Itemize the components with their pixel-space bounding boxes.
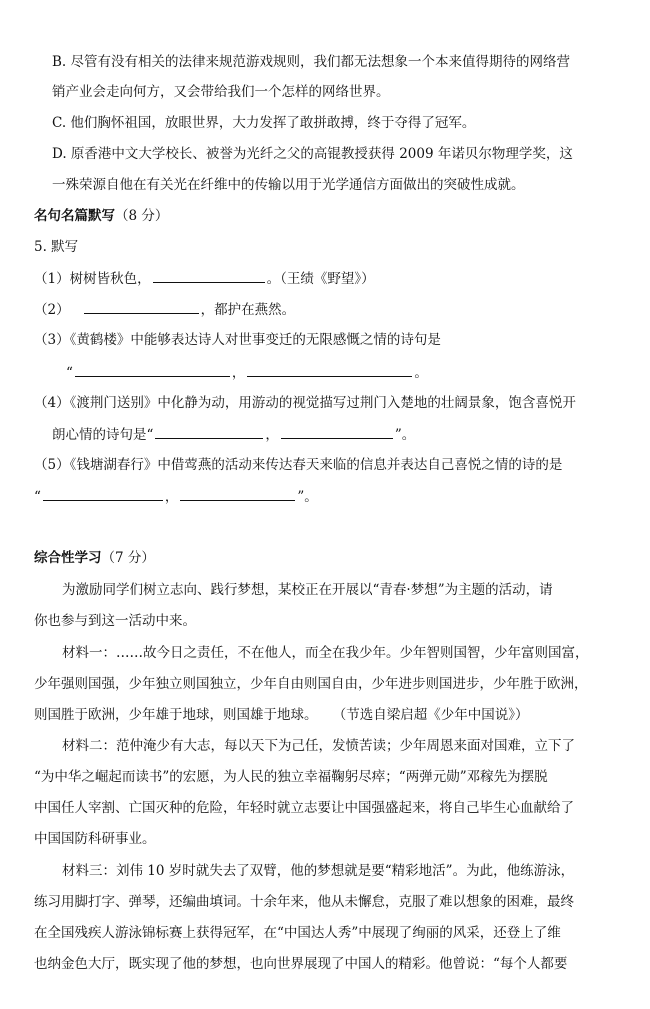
q5-answer-blank-1[interactable] xyxy=(43,486,163,501)
dictation-heading-score: （8 分） xyxy=(115,208,169,224)
q3-answer-blank-2[interactable] xyxy=(247,362,412,377)
q3-answer-blank-1[interactable] xyxy=(75,362,230,377)
question-5-2 xyxy=(34,299,295,320)
q3-separator: ， xyxy=(231,365,246,381)
q5-answer-blank-2[interactable] xyxy=(180,486,295,501)
q5-end: ”。 xyxy=(297,489,318,505)
material-2-line-3: 中国任人宰割、亡国灭种的危险，年轻时就立志要让中国强盛起来，将自己毕生心血献给了 xyxy=(34,800,574,816)
study-heading-title: 综合性学习 xyxy=(34,550,102,566)
q4-prefix: 朗心情的诗句是“ xyxy=(52,427,154,443)
material-1-line-2: 少年强则国强，少年独立则国独立，少年自由则国自由，少年进步则国进步，少年胜于欧洲， xyxy=(34,676,588,692)
option-b-line-2: 销产业会走向何方，又会带给我们一个怎样的网络世界。 xyxy=(52,84,390,100)
option-d-line-2: 一殊荣源自他在有关光在纤维中的传输以用于光学通信方面做出的突破性成就。 xyxy=(52,177,525,193)
question-5-5-answer xyxy=(34,486,318,507)
material-1-line-1: 材料一：……故今日之责任，不在他人，而全在我少年。少年智则国智，少年富则国富， xyxy=(62,645,589,661)
q1-prefix: （1）树树皆秋色， xyxy=(34,271,151,287)
option-b-line-1: B. 尽管有没有相关的法律来规范游戏规则，我们都无法想象一个本来值得期待的网络营 xyxy=(52,54,571,70)
study-intro-line-2: 你也参与到这一活动中来。 xyxy=(34,613,196,629)
q5-open-quote: “ xyxy=(34,489,41,505)
question-5-3: （3）《黄鹤楼》中能够表达诗人对世事变迁的无限感慨之情的诗句是 xyxy=(34,332,441,348)
material-1-source: （节选自梁启超《少年中国说》） xyxy=(339,707,529,723)
q4-answer-blank-2[interactable] xyxy=(281,424,393,439)
question-5-1 xyxy=(34,268,375,289)
material-3-line-2: 练习用脚打字、弹琴，还编曲填词。十余年来，他从未懈怠，克服了难以想象的困难，最终 xyxy=(34,894,574,910)
material-2-line-4: 中国国防科研事业。 xyxy=(34,831,156,847)
study-intro-line-1: 为激励同学们树立志向、践行梦想，某校正在开展以“青春·梦想”为主题的活动，请 xyxy=(62,582,553,598)
material-1-text-end: 则国胜于欧洲，少年雄于地球，则国雄于地球。 xyxy=(34,707,318,723)
material-2-line-2: “为中华之崛起而读书”的宏愿，为人民的独立幸福鞠躬尽瘁；“两弹元勋”邓稼先为摆脱 xyxy=(34,769,548,785)
material-3-line-1: 材料三：刘伟 10 岁时就失去了双臂，他的梦想就是要“精彩地活”。为此，他练游泳， xyxy=(62,863,575,879)
question-5-4-line-1: （4）《渡荆门送别》中化静为动，用游动的视觉描写过荆门入楚地的壮阔景象，饱含喜悦开 xyxy=(34,395,576,411)
q2-answer-blank[interactable] xyxy=(84,299,199,314)
q1-suffix: 。（王绩《野望》） xyxy=(266,271,375,287)
q2-suffix: ，都护在燕然。 xyxy=(200,302,296,318)
question-5-4-answer xyxy=(52,424,415,445)
option-c: C. 他们胸怀祖国，放眼世界，大力发挥了敢拼敢搏，终于夺得了冠军。 xyxy=(52,115,476,131)
question-5-5-line-1: （5）《钱塘湖春行》中借莺燕的活动来传达春天来临的信息并表达自己喜悦之情的诗的是 xyxy=(34,457,563,473)
material-3-line-3: 在全国残疾人游泳锦标赛上获得冠军，在“中国达人秀”中展现了绚丽的风采，还登上了维 xyxy=(34,925,561,941)
study-heading-score: （7 分） xyxy=(101,550,155,566)
q4-answer-blank-1[interactable] xyxy=(155,424,263,439)
question-5-3-answer xyxy=(66,362,428,383)
material-2-line-1: 材料二：范仲淹少有大志，每以天下为己任，发愤苦读；少年周恩来面对国难，立下了 xyxy=(62,738,575,754)
dictation-heading-title: 名句名篇默写 xyxy=(34,208,115,224)
q4-separator: ， xyxy=(265,427,279,443)
q5-separator: ， xyxy=(164,489,179,505)
q4-end: ”。 xyxy=(394,427,416,443)
q2-prefix: （2） xyxy=(34,302,70,318)
question-5-title: 5. 默写 xyxy=(34,239,79,255)
material-1-line-3 xyxy=(34,705,529,725)
q1-answer-blank[interactable] xyxy=(153,268,265,283)
material-3-line-4: 也纳金色大厅，既实现了他的梦想，也向世界展现了中国人的精彩。他曾说：“每个人都要 xyxy=(34,956,568,972)
dictation-heading xyxy=(34,206,168,226)
q3-end: 。 xyxy=(414,365,428,381)
study-heading xyxy=(34,548,155,568)
option-d-line-1: D. 原香港中文大学校长、被誉为光纤之父的高锟教授获得 2009 年诺贝尔物理学奖，这 xyxy=(52,146,573,162)
q3-open-quote: “ xyxy=(66,365,73,381)
